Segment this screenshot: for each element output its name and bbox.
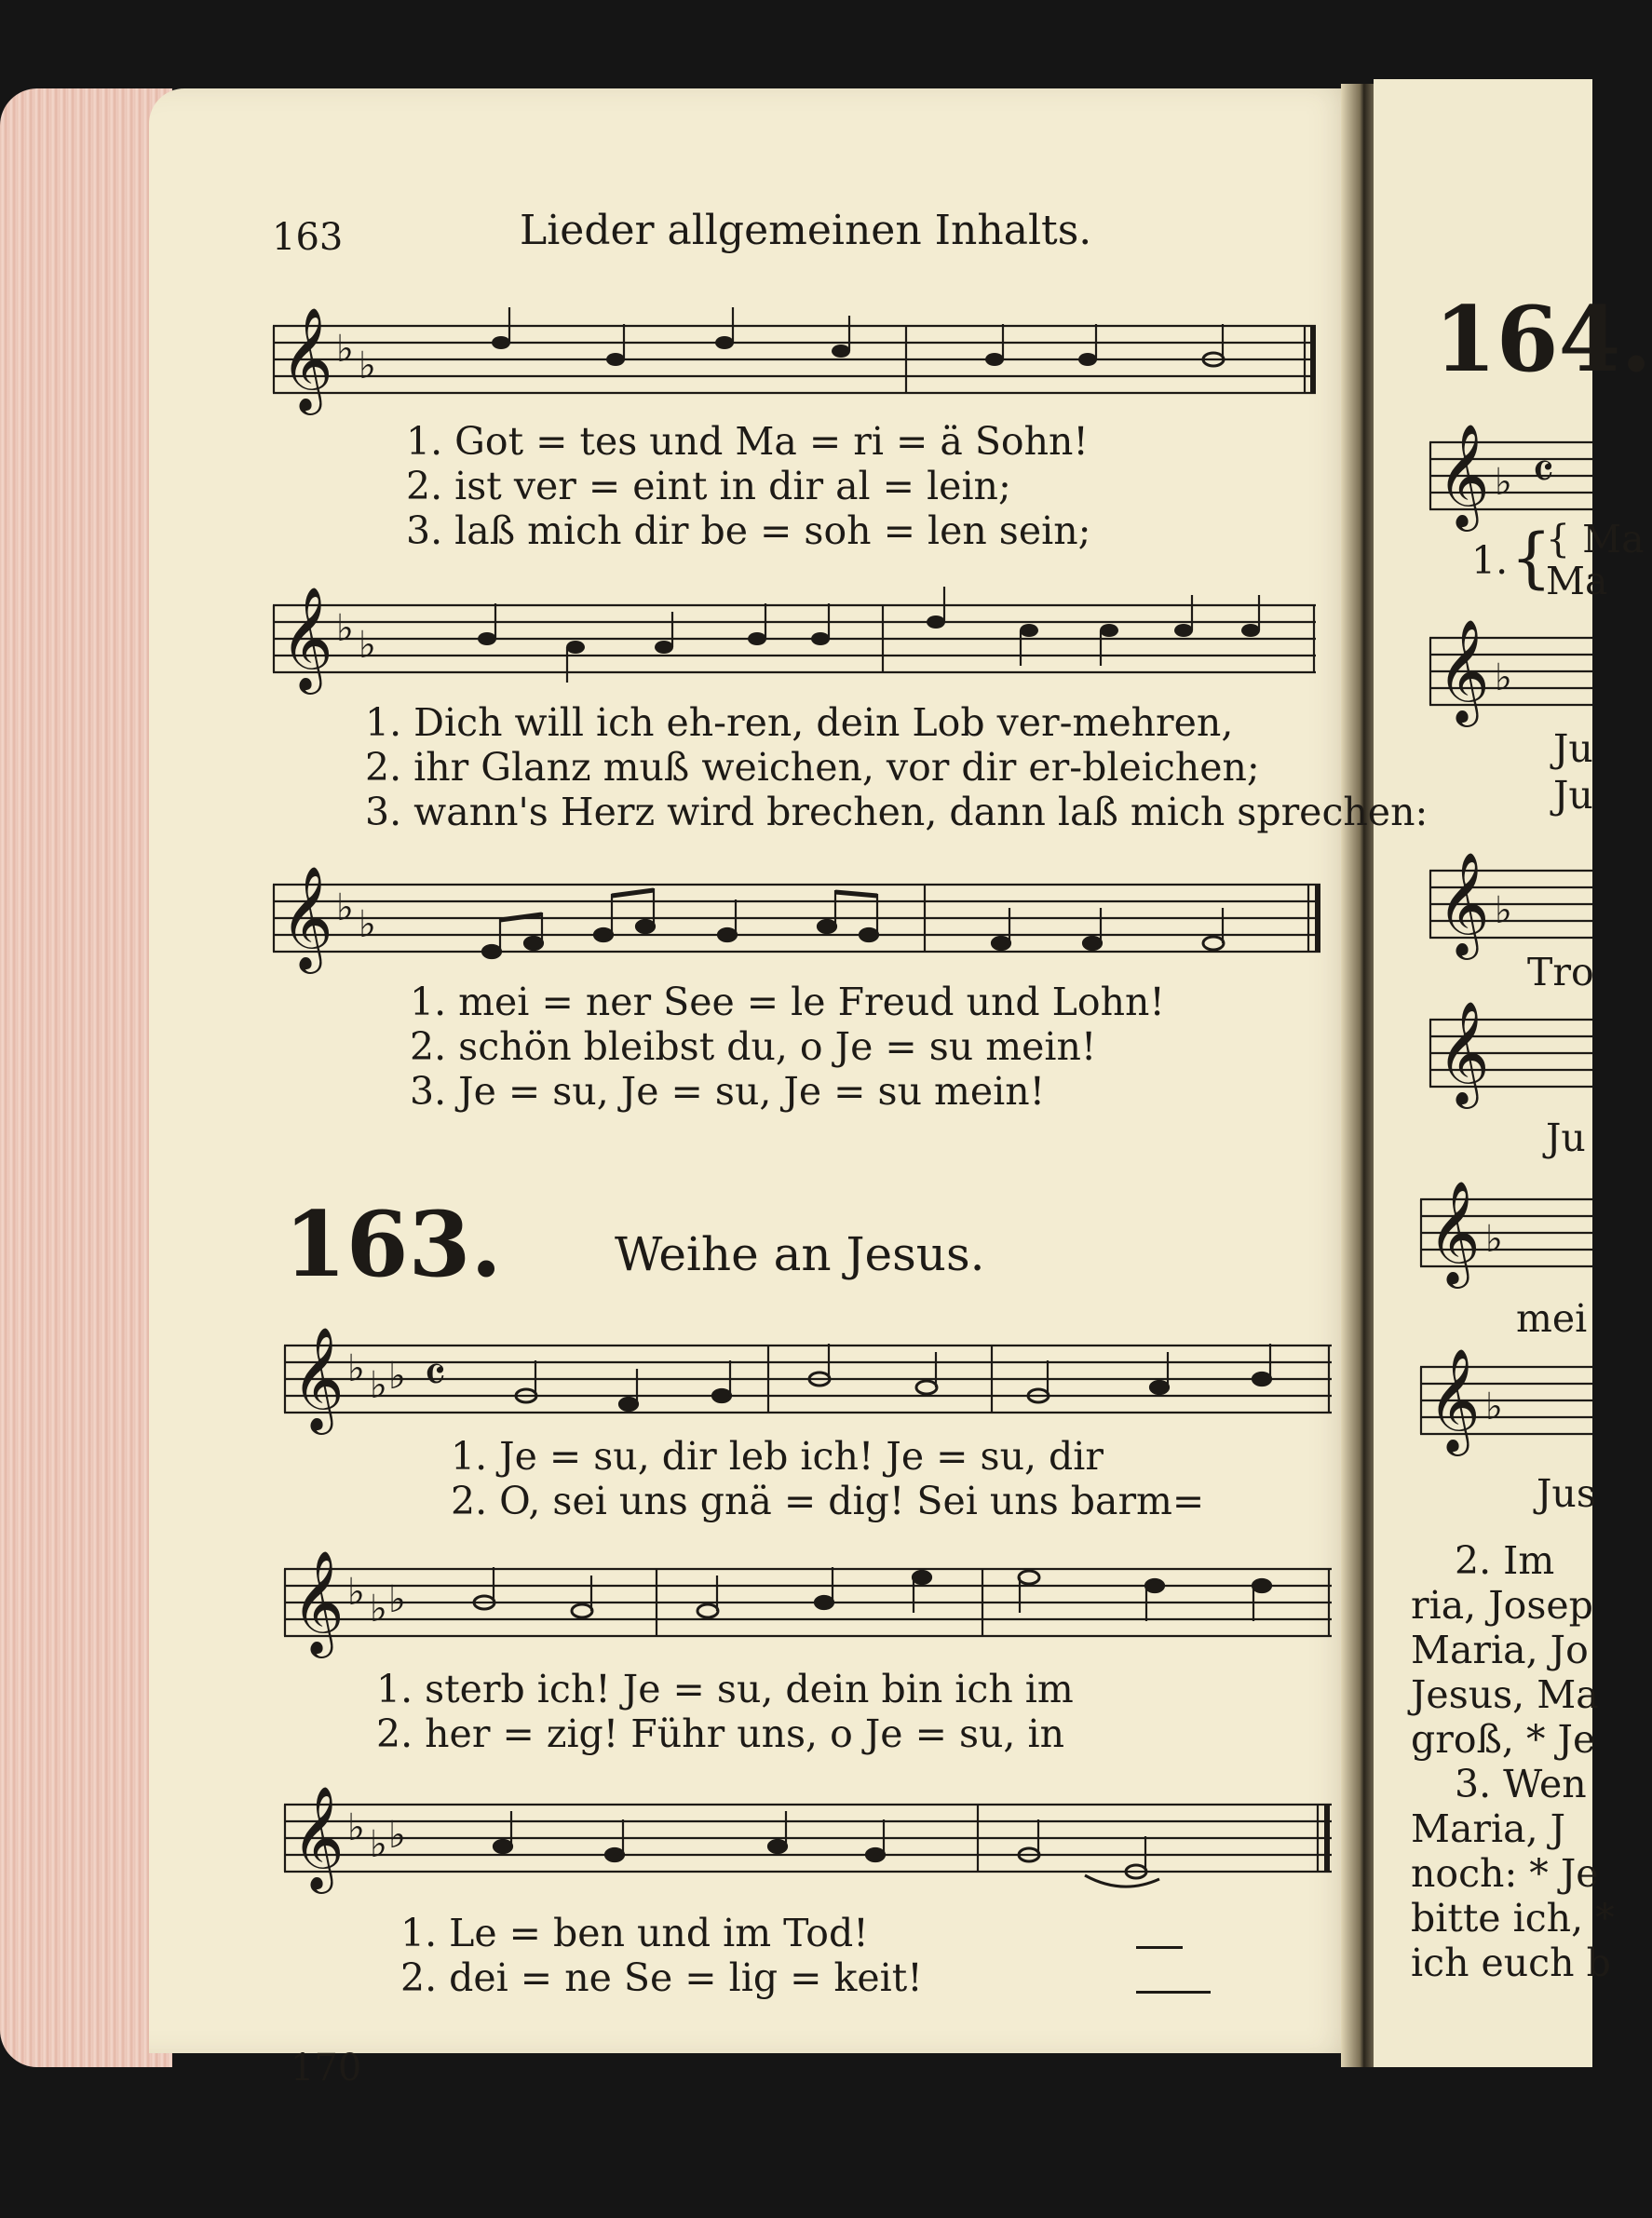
lyric-line: 1. Je = su, dir leb ich! Je = su, dir [451, 1434, 1104, 1479]
right-fragment: 2. Im [1455, 1538, 1555, 1583]
right-fragment: Ma [1546, 559, 1608, 603]
right-staff [1429, 619, 1592, 725]
right-fragment: Jus [1537, 1471, 1596, 1516]
music-staff-system-2 [273, 587, 1316, 698]
svg-text:𝄞: 𝄞 [280, 306, 333, 411]
lyric-line: 2. schön bleibst du, o Je = su mein! [410, 1024, 1097, 1069]
svg-text:𝄞: 𝄞 [1437, 1000, 1490, 1104]
svg-text:𝄞: 𝄞 [291, 1785, 345, 1889]
right-brace: { [1510, 520, 1552, 596]
svg-text:♭: ♭ [359, 345, 376, 387]
right-staff [1429, 852, 1592, 958]
right-fragment: bitte ich, * [1411, 1896, 1615, 1941]
right-staff [1420, 1181, 1592, 1287]
right-fragment: noch: * Je [1411, 1851, 1599, 1896]
svg-text:♭: ♭ [1485, 1386, 1503, 1428]
right-staff [1429, 1001, 1592, 1107]
right-fragment: Maria, J [1411, 1806, 1566, 1851]
right-fragment: Ju [1546, 1116, 1586, 1160]
running-head: Lieder allgemeinen Inhalts. [520, 207, 1092, 254]
right-fragment: 1. [1471, 538, 1509, 583]
right-fragment: 3. Wen [1455, 1762, 1587, 1806]
lyric-line: 3. laß mich dir be = soh = len sein; [406, 508, 1091, 553]
svg-text:♭: ♭ [370, 1588, 387, 1630]
hymn-number: 163. [284, 1192, 502, 1297]
svg-text:♭: ♭ [359, 624, 376, 667]
right-fragment: Ju [1553, 773, 1593, 818]
svg-text:𝄞: 𝄞 [291, 1549, 345, 1654]
svg-text:♭: ♭ [347, 1806, 365, 1849]
right-fragment: Maria, Jo [1411, 1628, 1589, 1672]
lyric-line: 2. ihr Glanz muß weichen, vor dir er-bleichen; [365, 745, 1260, 790]
lyric-line: 1. Le = ben und im Tod! [400, 1911, 869, 1955]
svg-text:𝄞: 𝄞 [1437, 618, 1490, 723]
right-fragment: ich euch b [1411, 1941, 1611, 1985]
lyric-line: 1. sterb ich! Je = su, dein bin ich im [376, 1667, 1074, 1711]
right-fragment: { Ma [1546, 517, 1645, 561]
lyric-line: 3. wann's Herz wird brechen, dann laß mich sprechen: [365, 790, 1429, 834]
lyric-line: 1. Dich will ich eh-ren, dein Lob ver-mehren, [365, 700, 1234, 745]
music-staff-system-3 [273, 866, 1325, 978]
svg-text:♭: ♭ [388, 1814, 406, 1857]
svg-text:♭: ♭ [1485, 1218, 1503, 1261]
svg-text:♭: ♭ [1495, 656, 1512, 699]
music-staff-hymn163-3 [284, 1786, 1336, 1898]
svg-text:𝄞: 𝄞 [1428, 1180, 1481, 1284]
bottom-page-number: 170 [291, 2047, 362, 2090]
page-edges [0, 88, 172, 2067]
right-hymn-number: 164. [1434, 287, 1652, 392]
lyric-line: 2. her = zig! Führ uns, o Je = su, in [376, 1711, 1064, 1756]
svg-text:𝄞: 𝄞 [1428, 1347, 1481, 1452]
lyric-line: 2. O, sei uns gnä = dig! Sei uns barm= [451, 1479, 1205, 1523]
right-fragment: groß, * Je [1411, 1717, 1596, 1762]
svg-text:𝄴: 𝄴 [1532, 442, 1555, 501]
melisma-line [1136, 1991, 1211, 1994]
svg-text:𝄴: 𝄴 [424, 1346, 447, 1404]
music-staff-system-1 [273, 307, 1316, 419]
svg-text:♭: ♭ [1495, 461, 1512, 504]
lyric-line: 1. mei = ner See = le Freud und Lohn! [410, 980, 1165, 1024]
right-staff [1420, 1348, 1592, 1454]
svg-text:𝄞: 𝄞 [280, 586, 333, 690]
right-fragment: mei [1516, 1296, 1588, 1341]
right-fragment: Ju [1553, 726, 1593, 771]
svg-text:♭: ♭ [347, 1571, 365, 1614]
svg-text:♭: ♭ [336, 328, 354, 371]
svg-text:♭: ♭ [370, 1823, 387, 1866]
svg-text:♭: ♭ [370, 1364, 387, 1407]
right-fragment: ria, Josep [1411, 1583, 1593, 1628]
svg-text:♭: ♭ [336, 607, 354, 650]
right-staff [1429, 424, 1592, 530]
music-staff-hymn163-2 [284, 1550, 1336, 1662]
svg-text:𝄞: 𝄞 [1437, 423, 1490, 527]
top-page-number: 163 [272, 216, 344, 259]
lyric-line: 2. dei = ne Se = lig = keit! [400, 1955, 923, 2000]
lyric-line: 2. ist ver = eint in dir al = lein; [406, 464, 1011, 508]
music-staff-hymn163-1 [284, 1327, 1336, 1439]
svg-text:♭: ♭ [388, 1578, 406, 1621]
hymn-title: Weihe an Jesus. [615, 1227, 985, 1281]
svg-text:♭: ♭ [1495, 889, 1512, 932]
svg-text:♭: ♭ [347, 1347, 365, 1390]
svg-text:♭: ♭ [388, 1355, 406, 1398]
right-fragment: Jesus, Ma [1411, 1672, 1599, 1717]
lyric-line: 3. Je = su, Je = su, Je = su mein! [410, 1069, 1046, 1114]
svg-text:♭: ♭ [359, 903, 376, 946]
svg-text:♭: ♭ [336, 886, 354, 929]
svg-text:𝄞: 𝄞 [280, 865, 333, 969]
lyric-line: 1. Got = tes und Ma = ri = ä Sohn! [406, 419, 1089, 464]
right-fragment: Tro [1527, 950, 1594, 994]
svg-text:𝄞: 𝄞 [1437, 851, 1490, 955]
melisma-line [1136, 1946, 1183, 1949]
svg-text:𝄞: 𝄞 [291, 1326, 345, 1430]
